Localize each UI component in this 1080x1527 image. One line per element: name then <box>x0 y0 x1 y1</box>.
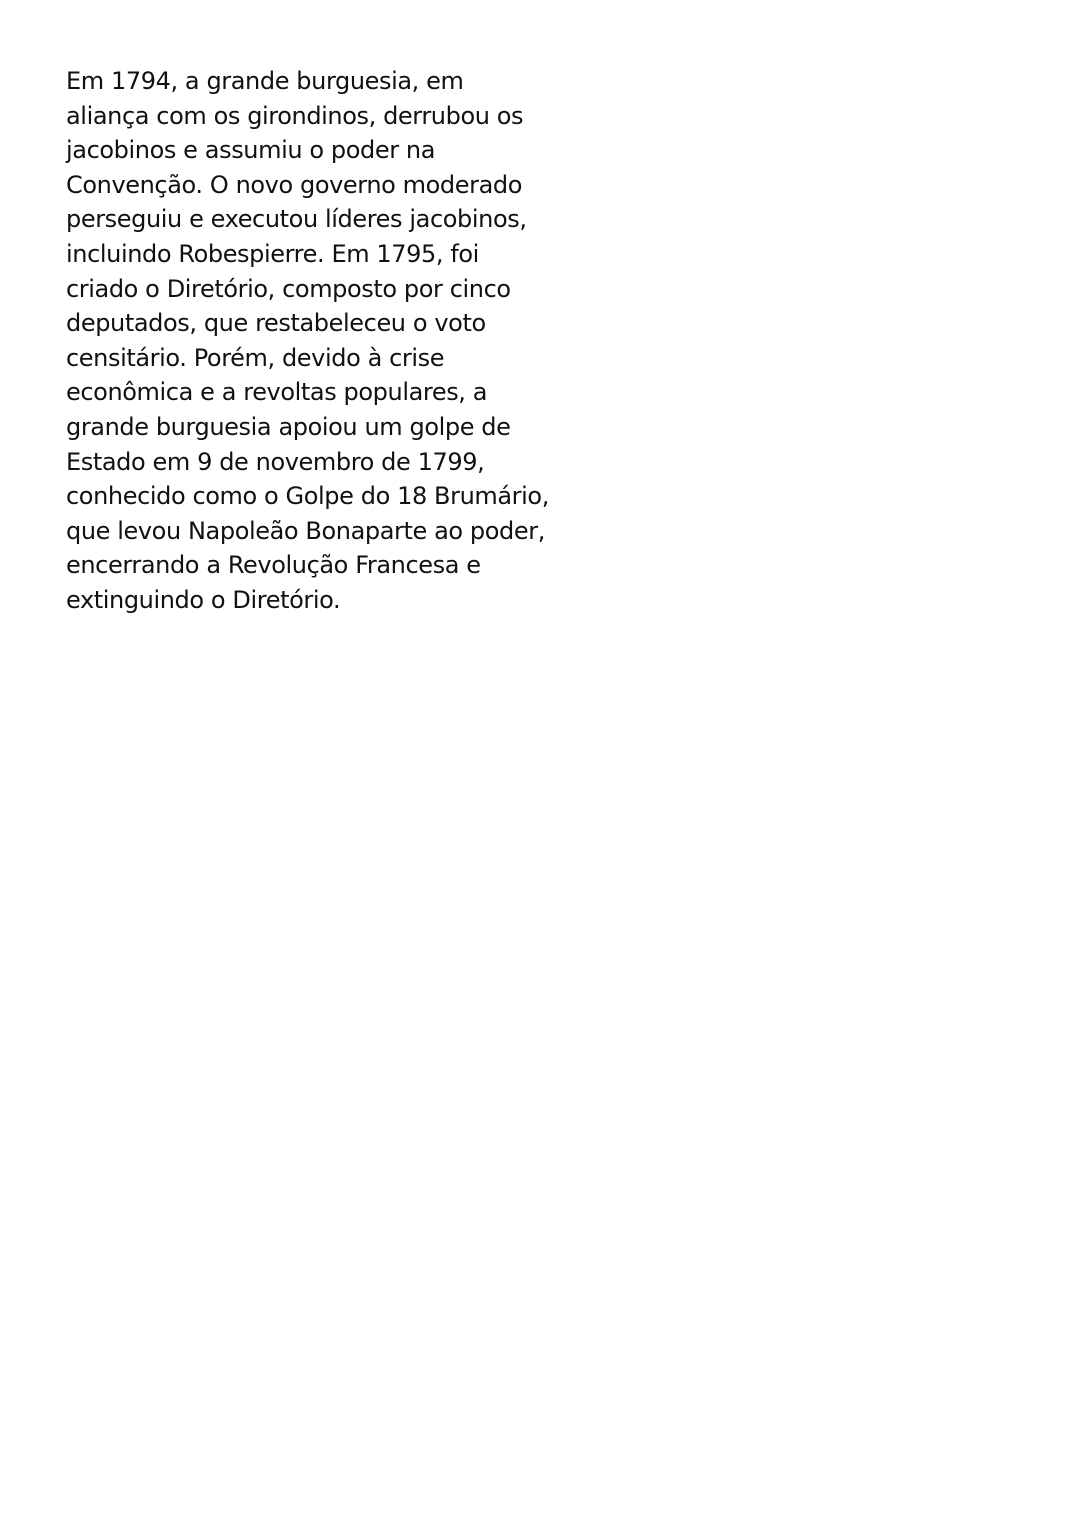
text-line: extinguindo o Diretório. <box>66 585 341 614</box>
handwritten-paragraph <box>66 64 549 618</box>
text-line: conhecido como o Golpe do 18 Brumário, <box>66 482 549 511</box>
text-line: econômica e a revoltas populares, a <box>66 378 488 407</box>
text-line: que levou Napoleão Bonaparte ao poder, <box>66 516 545 545</box>
text-line: Em 1794, a grande burguesia, em <box>66 67 464 95</box>
text-line: aliança com os girondinos, derrubou os <box>66 101 524 130</box>
text-line: Estado em 9 de novembro de 1799, <box>66 447 485 476</box>
text-line: encerrando a Revolução Francesa e <box>66 551 481 580</box>
text-line: deputados, que restabeleceu o voto <box>66 309 486 338</box>
text-line: criado o Diretório, composto por cinco <box>66 274 511 303</box>
text-line: perseguiu e executou líderes jacobinos, <box>66 205 527 234</box>
text-line: censitário. Porém, devido à crise <box>66 343 445 372</box>
text-line: Convenção. O novo governo moderado <box>66 170 522 199</box>
text-line: grande burguesia apoiou um golpe de <box>66 412 511 441</box>
text-line: incluindo Robespierre. Em 1795, foi <box>66 239 479 268</box>
text-line: jacobinos e assumiu o poder na <box>66 136 436 165</box>
